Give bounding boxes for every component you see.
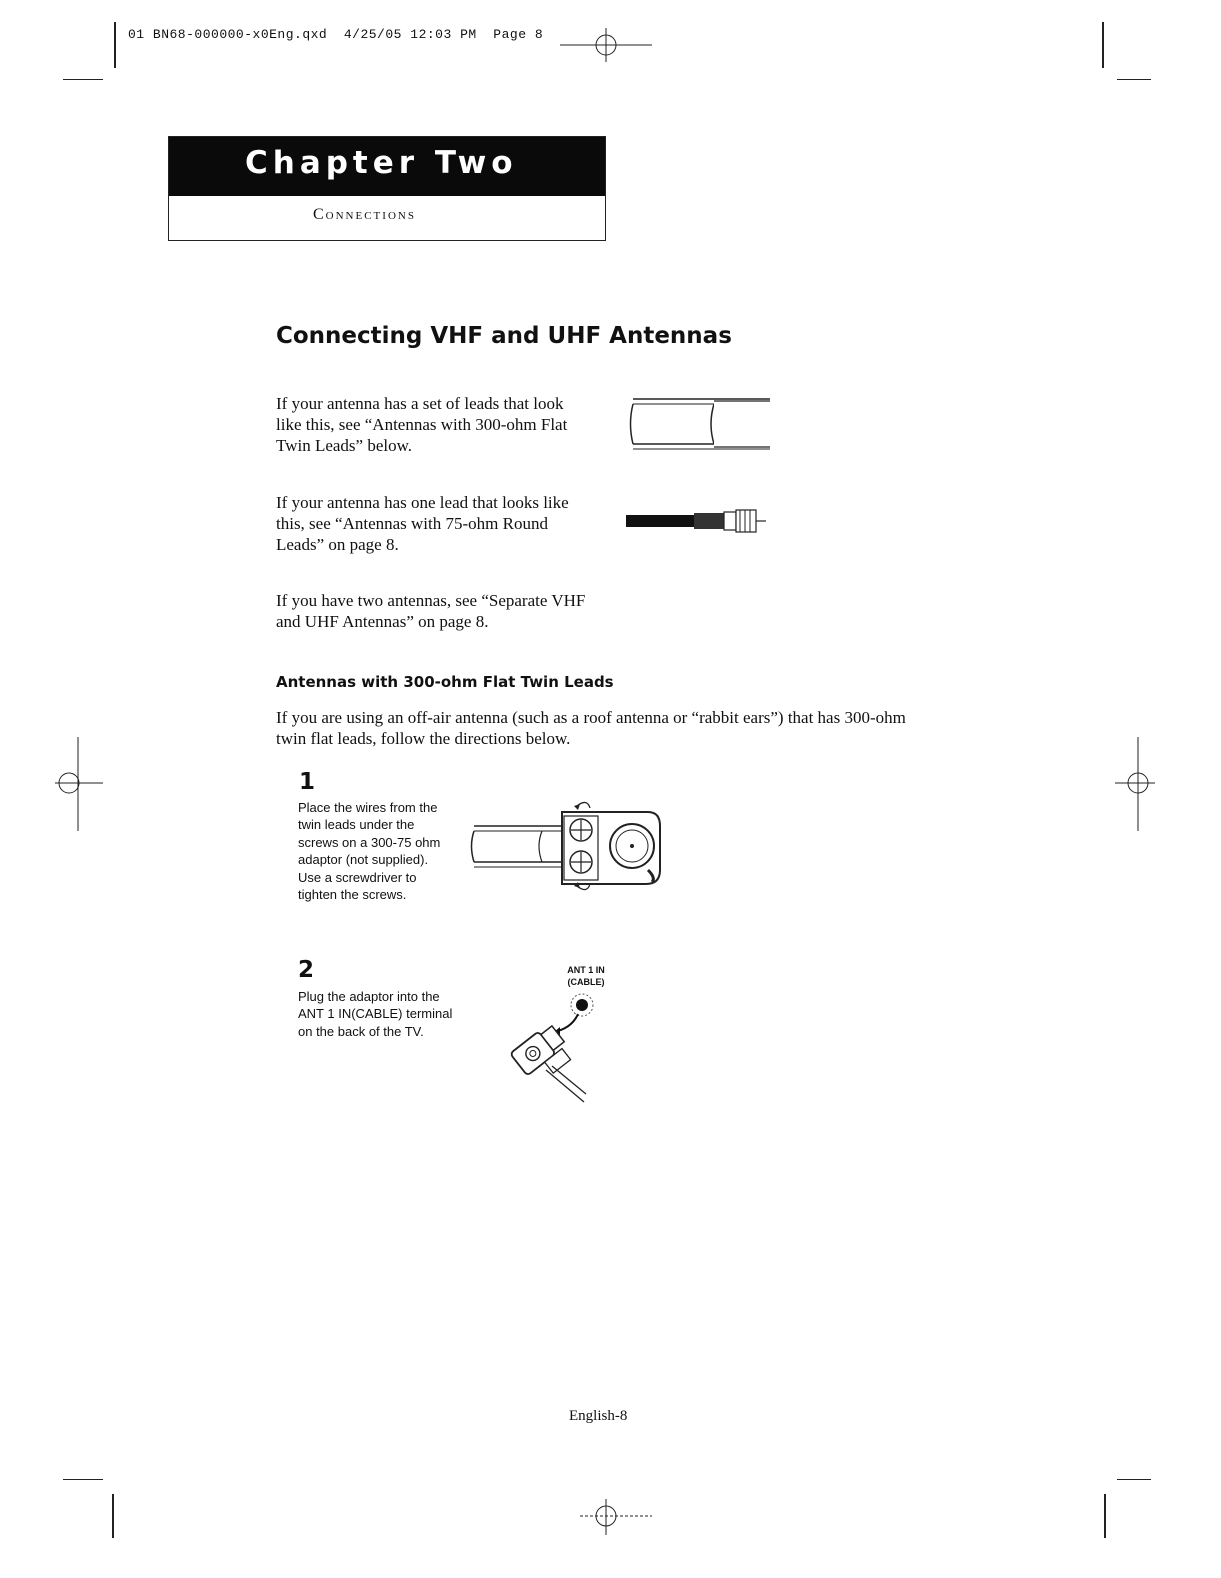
- registration-mark-left: [55, 737, 105, 831]
- registration-mark-right: [1115, 737, 1165, 831]
- adaptor-illustration: [472, 796, 664, 896]
- slug-page-number: 8: [534, 27, 544, 42]
- page-footer: English-8: [569, 1408, 628, 1424]
- step-1-text: Place the wires from the twin leads under the screws on a 300-75 ohm adaptor (not supplied). Use a screwdriver to tighten the screws.: [298, 800, 441, 903]
- intro-paragraph-two-antennas: If you have two antennas, see “Separate VHF and UHF Antennas” on page 8.: [276, 591, 586, 631]
- chapter-header: [168, 136, 606, 241]
- terminal-label: [558, 964, 614, 988]
- terminal-label-line-2: (CABLE): [567, 977, 605, 987]
- print-slug: [128, 27, 543, 42]
- crop-mark: [114, 22, 116, 68]
- step-2-number: 2: [298, 957, 315, 983]
- intro-paragraph-round-lead: If your antenna has one lead that looks like this, see “Antennas with 75-ohm Round Leads” on page 8.: [276, 493, 569, 554]
- crop-mark: [112, 1494, 114, 1538]
- crop-mark: [63, 1479, 103, 1480]
- terminal-label-line-1: ANT 1 IN: [567, 965, 605, 975]
- step-1-number: 1: [299, 769, 316, 795]
- registration-mark-bottom: [580, 1497, 660, 1537]
- round-lead-illustration: [624, 506, 774, 536]
- flat-twin-lead-illustration: [628, 394, 774, 454]
- crop-mark: [1117, 79, 1151, 80]
- crop-mark: [1104, 1494, 1106, 1538]
- slug-date: 4/25/05: [343, 27, 402, 42]
- crop-mark: [1117, 1479, 1151, 1480]
- crop-mark: [63, 79, 103, 80]
- step-2-text: Plug the adaptor into the ANT 1 IN(CABLE) terminal on the back of the TV.: [298, 989, 453, 1039]
- chapter-title-bar: [169, 137, 605, 196]
- intro-paragraph-twin-leads: If your antenna has a set of leads that look like this, see “Antennas with 300-ohm Flat Twin Leads” below.: [276, 394, 568, 455]
- registration-mark-top: [560, 24, 660, 64]
- section-title: Connecting VHF and UHF Antennas: [276, 323, 732, 349]
- slug-file: 01 BN68-000000-x0Eng.qxd: [128, 27, 328, 42]
- crop-mark: [1102, 22, 1104, 68]
- chapter-title: Chapter Two: [245, 145, 518, 181]
- chapter-subtitle: Connections: [313, 206, 416, 223]
- subsection-title: Antennas with 300-ohm Flat Twin Leads: [276, 673, 614, 691]
- subsection-body: If you are using an off-air antenna (such as a roof antenna or “rabbit ears”) that has 300-ohm twin flat leads, follow the directions below.: [276, 708, 906, 748]
- ant-in-plug-illustration: [494, 990, 614, 1105]
- slug-time: 12:03 PM: [410, 27, 477, 42]
- slug-page-label: Page: [493, 27, 527, 42]
